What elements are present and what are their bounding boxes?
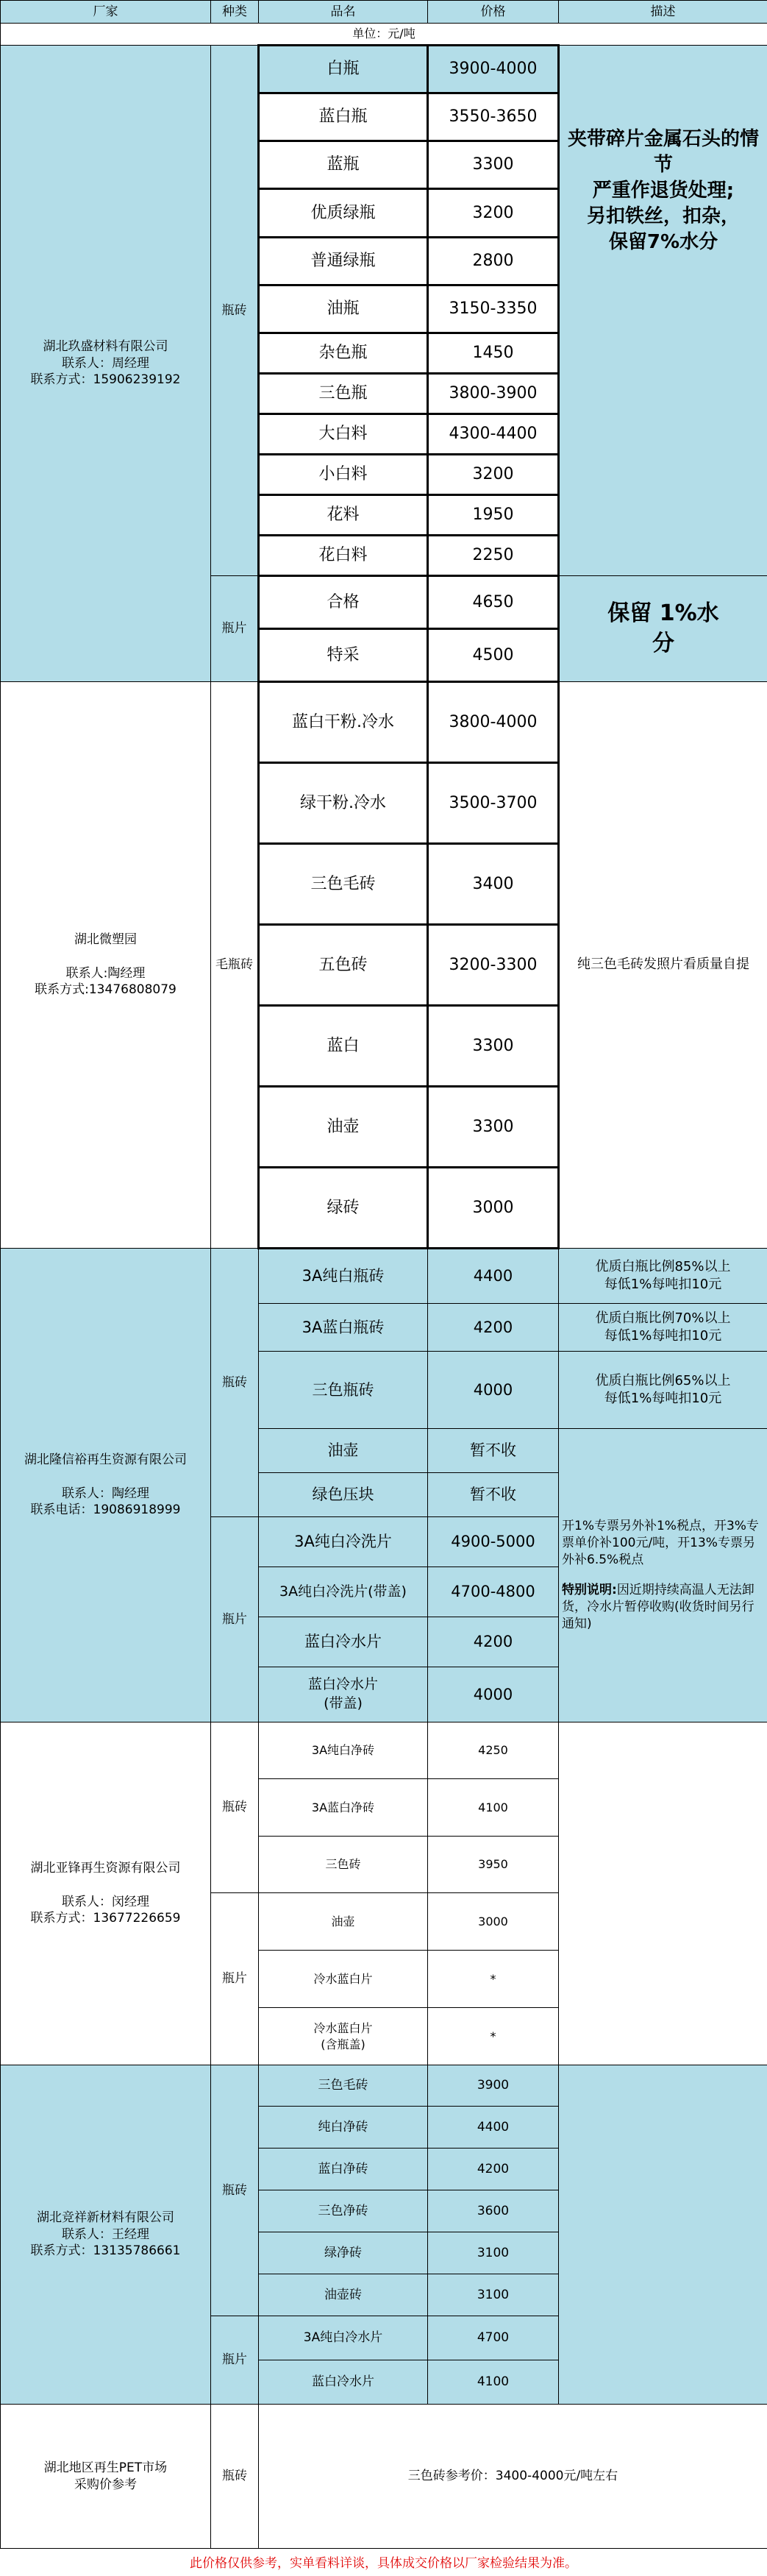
- table-row: [1, 682, 767, 763]
- kind-cell: 瓶砖: [211, 46, 259, 576]
- kind-cell: 毛瓶砖: [211, 682, 259, 1249]
- item-name: 绿净砖: [259, 2232, 428, 2274]
- table-row: [1, 2065, 767, 2107]
- vendor-name: 湖北地区再生PET市场 采购价参考: [1, 2405, 211, 2549]
- vendor-phone: 联系电话：19086918999: [30, 1502, 181, 1518]
- item-name: 纯白净砖: [259, 2107, 428, 2149]
- special-note-label: 特别说明:: [562, 1583, 617, 1597]
- item-name: 蓝瓶: [259, 141, 428, 189]
- item-price: 4700: [428, 2316, 559, 2360]
- item-name: 3A纯白冷洗片: [259, 1517, 428, 1567]
- description-cell: [559, 1722, 767, 2065]
- item-price: 4000: [428, 1667, 559, 1722]
- header-item: 品名: [259, 1, 428, 24]
- item-name: 3A蓝白瓶砖: [259, 1304, 428, 1352]
- kind-cell: 瓶片: [211, 576, 259, 682]
- vendor-name: 湖北亚锋再生资源有限公司: [30, 1860, 181, 1876]
- item-name: 绿色压块: [259, 1473, 428, 1517]
- item-price: 3800-4000: [428, 682, 559, 763]
- kind-cell: 瓶砖: [211, 1249, 259, 1517]
- item-price: 3200: [428, 455, 559, 495]
- item-name: 蓝白瓶: [259, 93, 428, 141]
- item-price: 4400: [428, 2107, 559, 2149]
- description-cell: [559, 1429, 767, 1722]
- item-price: 4300-4400: [428, 414, 559, 455]
- item-price: 3100: [428, 2232, 559, 2274]
- item-price: 1950: [428, 495, 559, 536]
- tax-note: 开1%专票另外补1%税点，开3%专票单价补100元/吨，开13%专票另外补6.5%税点: [562, 1519, 759, 1568]
- unit-label: 单位：元/吨: [1, 24, 767, 46]
- item-price: *: [428, 2008, 559, 2065]
- vendor-name: 湖北隆信裕再生资源有限公司: [24, 1452, 187, 1467]
- item-name: 蓝白冷水片: [259, 2360, 428, 2405]
- item-price: 3200-3300: [428, 925, 559, 1006]
- item-name: 蓝白: [259, 1006, 428, 1087]
- description-cell: 优质白瓶比例65%以上 每低1%每吨扣10元: [559, 1352, 767, 1429]
- item-price: 4900-5000: [428, 1517, 559, 1567]
- item-price: 3300: [428, 1087, 559, 1168]
- item-name: 3A纯白冷洗片(带盖): [259, 1567, 428, 1617]
- item-name: 3A纯白冷水片: [259, 2316, 428, 2360]
- item-name: 合格: [259, 576, 428, 629]
- item-price: 3500-3700: [428, 763, 559, 844]
- item-name: 油壶砖: [259, 2274, 428, 2316]
- item-name: 三色瓶砖: [259, 1352, 428, 1429]
- vendor-contact: 联系人:陶经理: [65, 965, 146, 981]
- item-name: 冷水蓝白片: [259, 1951, 428, 2008]
- item-price: 暂不收: [428, 1429, 559, 1473]
- item-price: *: [428, 1951, 559, 2008]
- item-price: 4200: [428, 1304, 559, 1352]
- item-name: 绿砖: [259, 1168, 428, 1249]
- item-name: 蓝白冷水片: [259, 1617, 428, 1667]
- kind-cell: 瓶砖: [211, 2405, 259, 2549]
- item-name: 蓝白干粉.冷水: [259, 682, 428, 763]
- item-price: 4650: [428, 576, 559, 629]
- vendor-phone: 联系方式：13135786661: [30, 2243, 181, 2259]
- item-name: 普通绿瓶: [259, 238, 428, 285]
- item-price: 2250: [428, 536, 559, 576]
- description-cell: 夹带碎片金属石头的情节 严重作退货处理; 另扣铁丝，扣杂， 保留7%水分: [559, 46, 767, 576]
- item-name: 蓝白冷水片 (带盖): [259, 1667, 428, 1722]
- item-name: 优质绿瓶: [259, 189, 428, 238]
- item-name: 花白料: [259, 536, 428, 576]
- table-row: [1, 2405, 767, 2549]
- header-kind: 种类: [211, 1, 259, 24]
- item-price: 4100: [428, 2360, 559, 2405]
- item-price: 4500: [428, 629, 559, 682]
- item-name: 冷水蓝白片 (含瓶盖): [259, 2008, 428, 2065]
- vendor-contact: 联系人：王经理: [62, 2226, 149, 2242]
- vendor-contact: 联系人：周经理: [62, 355, 149, 371]
- special-note-text: 因近期持续高温人无法卸货，冷水片暂停收购(收货时间另行通知): [562, 1583, 754, 1631]
- item-price: 4700-4800: [428, 1567, 559, 1617]
- item-name: 三色净砖: [259, 2190, 428, 2232]
- vendor-phone: 联系方式：13677226659: [30, 1911, 181, 1926]
- table-row: [1, 1722, 767, 1779]
- kind-cell: 瓶片: [211, 1893, 259, 2065]
- item-name: 3A蓝白净砖: [259, 1779, 428, 1837]
- item-name: 油瓶: [259, 285, 428, 333]
- item-name: 蓝白净砖: [259, 2149, 428, 2190]
- item-name: 白瓶: [259, 46, 428, 93]
- item-price: 4400: [428, 1249, 559, 1304]
- item-price: 3800-3900: [428, 374, 559, 414]
- kind-cell: 瓶片: [211, 2316, 259, 2405]
- item-price: 4200: [428, 2149, 559, 2190]
- kind-cell: 瓶片: [211, 1517, 259, 1722]
- item-price: 1450: [428, 333, 559, 374]
- item-name: 三色毛砖: [259, 2065, 428, 2107]
- item-price: 3550-3650: [428, 93, 559, 141]
- item-price: 3600: [428, 2190, 559, 2232]
- description-cell: 保留 1%水 分: [559, 576, 767, 682]
- table-row: [1, 1249, 767, 1304]
- item-price: 3400: [428, 844, 559, 925]
- item-price: 4000: [428, 1352, 559, 1429]
- vendor-cell: [1, 1249, 211, 1722]
- item-price: 4200: [428, 1617, 559, 1667]
- kind-cell: 瓶砖: [211, 2065, 259, 2316]
- vendor-cell: [1, 682, 211, 1249]
- item-name: 特采: [259, 629, 428, 682]
- item-price: 3300: [428, 141, 559, 189]
- item-price: 4100: [428, 1779, 559, 1837]
- item-price: 3200: [428, 189, 559, 238]
- vendor-name: 湖北微塑园: [74, 932, 137, 947]
- item-name: 油壶: [259, 1087, 428, 1168]
- item-price: 3950: [428, 1837, 559, 1893]
- vendor-name: 湖北竞祥新材料有限公司: [37, 2210, 174, 2225]
- header-vendor: 厂家: [1, 1, 211, 24]
- vendor-cell: [1, 46, 211, 682]
- vendor-cell: [1, 1722, 211, 2065]
- item-name: 三色砖: [259, 1837, 428, 1893]
- item-name: 3A纯白瓶砖: [259, 1249, 428, 1304]
- item-name: 花料: [259, 495, 428, 536]
- item-price: 4250: [428, 1722, 559, 1779]
- disclaimer: 此价格仅供参考，实单看料详谈，具体成交价格以厂家检验结果为准。: [190, 2556, 577, 2571]
- description-cell: 纯三色毛砖发照片看质量自提: [559, 682, 767, 1249]
- item-name: 杂色瓶: [259, 333, 428, 374]
- kind-cell: 瓶砖: [211, 1722, 259, 1893]
- item-price: 3900-4000: [428, 46, 559, 93]
- item-price: 2800: [428, 238, 559, 285]
- vendor-cell: [1, 2065, 211, 2405]
- item-name: 小白料: [259, 455, 428, 495]
- item-price: 3100: [428, 2274, 559, 2316]
- description-cell: 优质白瓶比例85%以上 每低1%每吨扣10元: [559, 1249, 767, 1304]
- unit-row: [1, 24, 767, 46]
- item-name: 3A纯白净砖: [259, 1722, 428, 1779]
- vendor-phone: 联系方式：15906239192: [30, 372, 181, 388]
- item-name: 三色毛砖: [259, 844, 428, 925]
- reference-price-note: 三色砖参考价：3400-4000元/吨左右: [259, 2405, 767, 2549]
- description-cell: 优质白瓶比例70%以上 每低1%每吨扣10元: [559, 1304, 767, 1352]
- item-name: 大白料: [259, 414, 428, 455]
- item-name: 三色瓶: [259, 374, 428, 414]
- header-price: 价格: [428, 1, 559, 24]
- vendor-contact: 联系人：陶经理: [62, 1486, 149, 1501]
- special-note: [562, 1582, 764, 1633]
- vendor-name: 湖北玖盛材料有限公司: [43, 338, 168, 354]
- item-price: 暂不收: [428, 1473, 559, 1517]
- item-price: 3150-3350: [428, 285, 559, 333]
- vendor-phone: 联系方式:13476808079: [35, 982, 176, 998]
- item-name: 五色砖: [259, 925, 428, 1006]
- header-desc: 描述: [559, 1, 767, 24]
- vendor-contact: 联系人：闵经理: [62, 1894, 149, 1909]
- item-name: 油壶: [259, 1893, 428, 1951]
- item-price: 3000: [428, 1168, 559, 1249]
- description-cell: [559, 2065, 767, 2405]
- item-price: 3900: [428, 2065, 559, 2107]
- header-row: [1, 1, 767, 24]
- table-row: [1, 46, 767, 93]
- item-price: 3000: [428, 1893, 559, 1951]
- item-name: 油壶: [259, 1429, 428, 1473]
- item-name: 绿干粉.冷水: [259, 763, 428, 844]
- item-price: 3300: [428, 1006, 559, 1087]
